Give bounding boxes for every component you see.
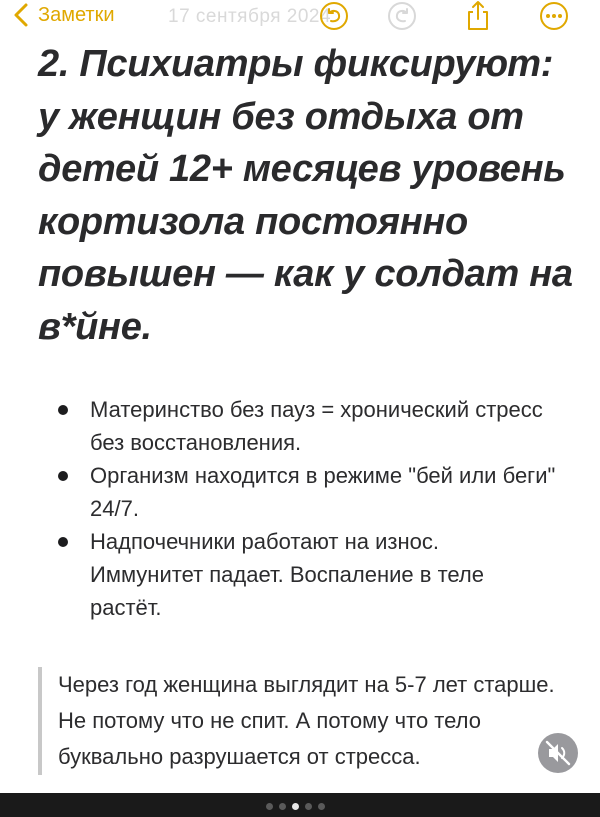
list-item[interactable] [58, 459, 558, 525]
page-dot[interactable] [305, 803, 312, 810]
bottom-bar [0, 793, 600, 817]
bullet-icon [58, 537, 68, 547]
page-dot[interactable] [279, 803, 286, 810]
back-label: Заметки [38, 3, 115, 26]
page-dot-active[interactable] [292, 803, 299, 810]
back-button[interactable] [12, 2, 115, 28]
note-heading[interactable]: 2. Психиатры фиксируют: у женщин без отдыха от детей 12+ месяцев уровень кортизола постоянно повышен — как у солдат на в*йне. [38, 43, 573, 348]
list-item[interactable] [58, 525, 558, 624]
mute-button[interactable] [538, 733, 578, 773]
note-body[interactable] [38, 38, 578, 353]
bullet-list[interactable] [58, 393, 558, 624]
block-quote[interactable] [38, 667, 588, 775]
bullet-icon [58, 471, 68, 481]
page-dot[interactable] [266, 803, 273, 810]
chevron-left-icon [12, 2, 30, 28]
note-date: 17 сентября 2024 [168, 6, 332, 27]
redo-icon[interactable] [386, 0, 418, 32]
page-indicator [266, 803, 325, 810]
navigation-bar [0, 0, 600, 30]
list-item-text: Организм находится в режиме "бей или беги" 24/7. [90, 463, 556, 521]
mute-icon [538, 733, 578, 773]
bullet-icon [58, 405, 68, 415]
more-icon[interactable] [538, 0, 570, 32]
list-item-text: Надпочечники работают на износ. Иммунитет падает. Воспаление в теле растёт. [90, 529, 484, 620]
undo-icon[interactable] [318, 0, 350, 32]
list-item-text: Материнство без пауз = хронический стресс без восстановления. [90, 397, 543, 455]
quote-text: Через год женщина выглядит на 5-7 лет старше. Не потому что не спит. А потому что тело буквально разрушается от стресса. [58, 672, 555, 769]
share-icon[interactable] [462, 0, 494, 32]
list-item[interactable] [58, 393, 558, 459]
page-dot[interactable] [318, 803, 325, 810]
